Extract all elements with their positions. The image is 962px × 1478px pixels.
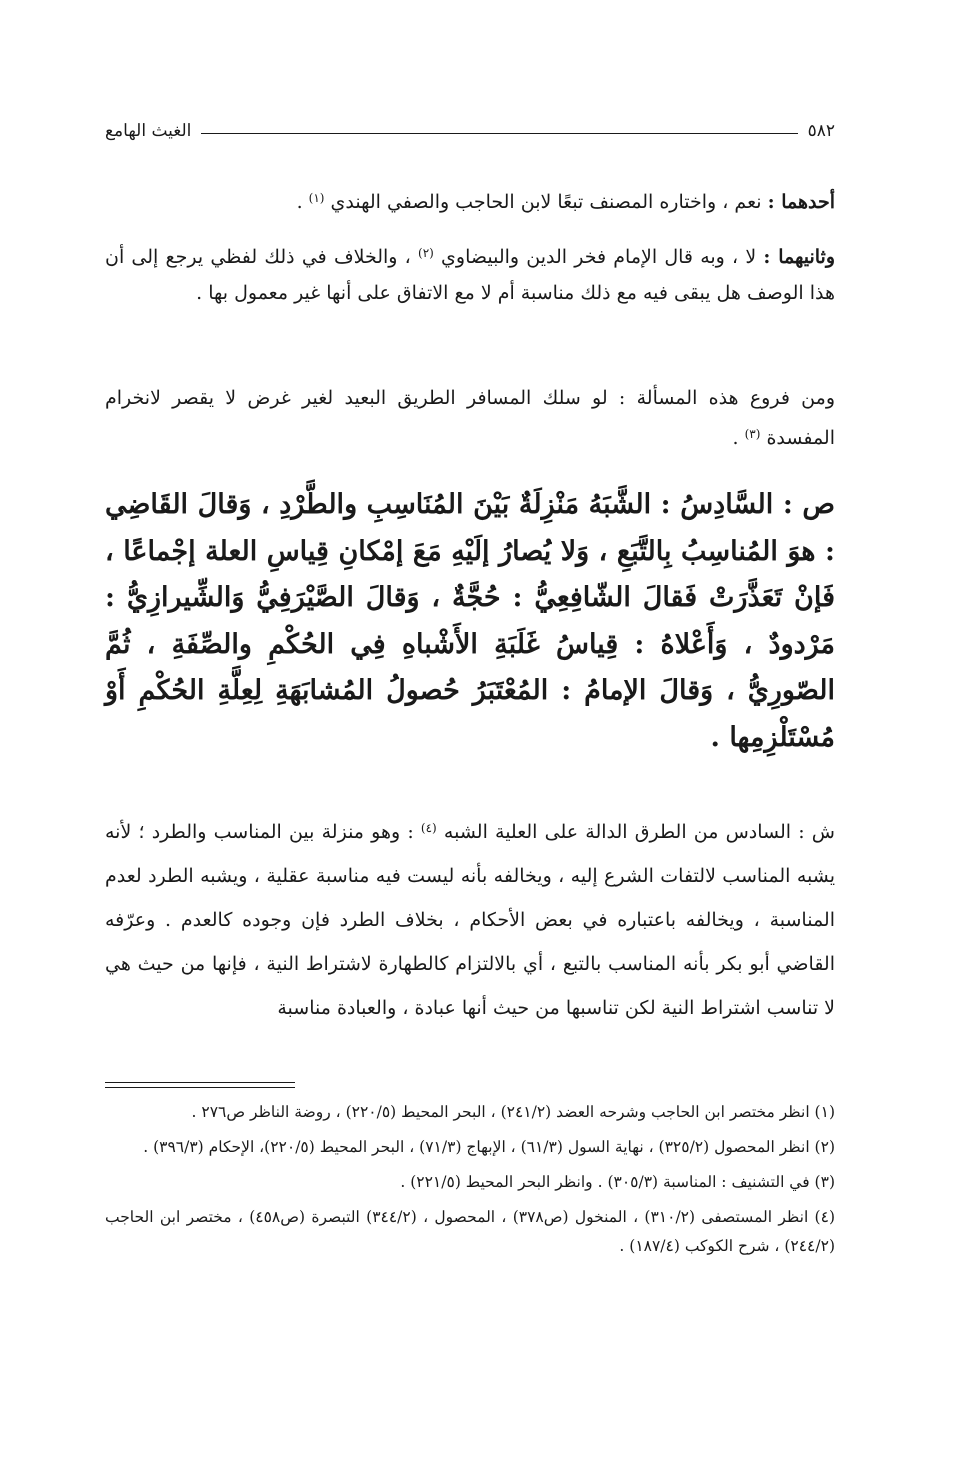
- footnote-2: (٢) انظر المحصول (٣٢٥/٢) ، نهاية السول (٦١/٣) ، الإبهاج (٧١/٣) ، البحر المحيط (٢٢٠/٥)، الإحكام (٣٩٦/٣) .: [143, 1138, 835, 1156]
- p1-end: .: [296, 191, 303, 213]
- running-header: [105, 116, 835, 146]
- p3-end: .: [732, 427, 739, 449]
- book-title: الغيث الهامع: [105, 121, 192, 141]
- footnote-4: (٤) انظر المستصفى (٣١٠/٢) ، المنخول (ص٣٧٨) ، المحصول ، (٣٤٤/٢) التبصرة (ص٤٥٨) ، مختصر ابن الحاجب (٢٤٤/٢) ، شرح الكوكب (١٨٧/٤) .: [105, 1208, 835, 1255]
- footnotes: [105, 1098, 835, 1267]
- footnote-ref-2: (٢): [418, 246, 434, 260]
- footnote-3: (٣) في التشنيف : المناسبة (٣٠٥/٣) . وانظر البحر المحيط (٢٢١/٥) .: [400, 1173, 835, 1191]
- p2-text-a: لا ، وبه قال الإمام فخر الدين والبيضاوي: [441, 246, 757, 268]
- footnote-ref-4: (٤): [420, 821, 437, 835]
- paragraph-first-opinion: [105, 180, 835, 220]
- paragraph-commentary: [105, 806, 835, 1030]
- p1-text: نعم ، واختاره المصنف تبعًا لابن الحاجب والصفي الهندي: [330, 191, 762, 213]
- lead-second: وثانيهما :: [763, 246, 835, 268]
- paragraph-branch: [105, 380, 835, 456]
- footnote-ref-1: (١): [308, 191, 325, 205]
- p2-text-b: ، والخلاف في ذلك لفظي يرجع إلى أن هذا الوصف هل يبقى فيه مع ذلك مناسبة أم لا مع الاتفاق على أنها غير معمول بها .: [105, 246, 835, 304]
- p4-text-b: : وهو منزلة بين المناسب والطرد ؛ لأنه يشبه المناسب لالتفات الشرع إليه ، ويخالفه بأنه ليست فيه مناسبة عقلية ، ويشبه الطرد لعدم المناسبة ، ويخالفه باعتباره في بعض الأحكام ، بخلاف الطرد فإن وجوده كالعدم . وعرّفه القاضي أبو بكر بأنه المناسب بالتبع ، أي بالالتزام كالطهارة لاشتراط النية ، فإنها من حيث هي لا تناسب اشتراط النية لكن تناسبها من حيث أنها عبادة ، والعبادة مناسبة: [105, 821, 835, 1019]
- footnote-separator: [105, 1082, 295, 1083]
- p4-text-a: ش : السادس من الطرق الدالة على العلية الشبه: [443, 821, 835, 843]
- paragraph-second-opinion: [105, 235, 835, 311]
- footnote-ref-3: (٣): [744, 427, 761, 441]
- footnote-separator-double: [105, 1087, 295, 1088]
- p3-text: ومن فروع هذه المسألة : لو سلك المسافر الطريق البعيد لغير غرض لا يقصر لانخرام المفسدة: [105, 387, 835, 449]
- header-rule: [201, 133, 797, 134]
- matn-text: ص : السَّادِسُ : الشَّبَهُ مَنْزِلَةٌ بَيْنَ المُنَاسِبِ والطَّرْدِ ، وَقالَ القَاضِي : هوَ المُناسِبُ بِالتَّبَعِ ، وَلا يُصارُ إلَيْهِ مَعَ إمْكانِ قِياسِ العلة إجْماعًا ، فَإنْ تَعَذَّرَتْ فَقالَ الشّافِعِيُّ : حُجَّةٌ ، وَقالَ الصَّيْرَفِيُّ وَالشِّيرازِيُّ : مَرْدودٌ ، وَأَعْلاهُ : قِياسُ غَلَبَةِ الأَشْباهِ فِي الحُكْمِ والصِّفَةِ ، ثُمَّ الصّورِيُّ ، وَقالَ الإمامُ : المُعْتَبَرُ حُصولُ المُشابَهَةِ لِعِلَّةِ الحُكْمِ أَوْ مُسْتَلْزِمِها .: [105, 489, 835, 753]
- lead-first: أحدهما :: [767, 191, 835, 213]
- page-number: ٥٨٢: [807, 121, 835, 141]
- book-page: [105, 0, 835, 1478]
- footnote-1: (١) انظر مختصر ابن الحاجب وشرحه العضد (٢٤١/٢) ، البحر المحيط (٢٢٠/٥) ، روضة الناظر ص٢٧٦ .: [191, 1103, 835, 1121]
